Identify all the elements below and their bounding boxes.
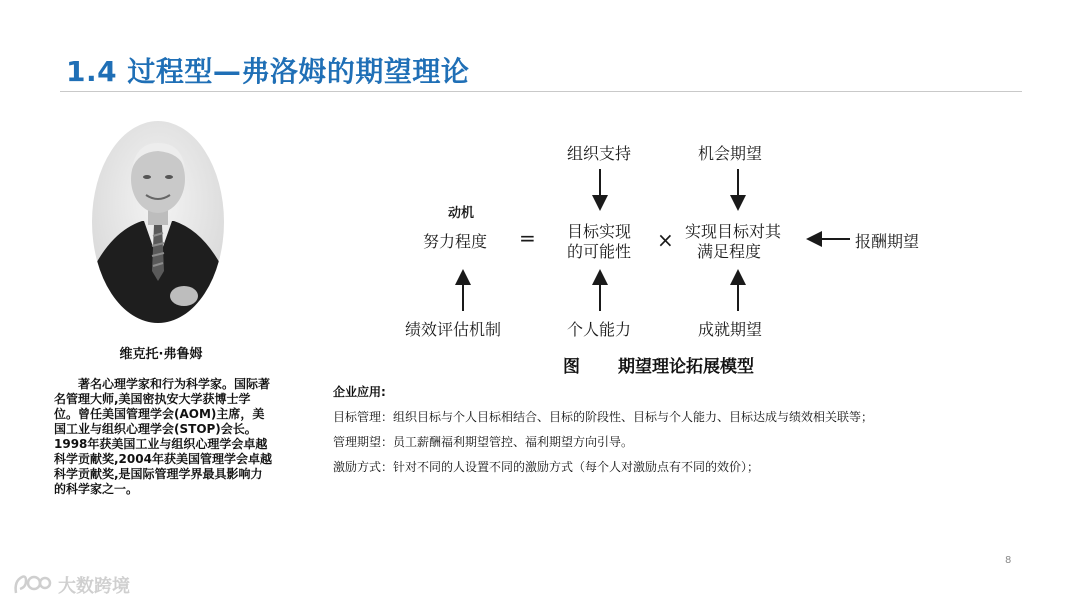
person-name: 维克托·弗鲁姆 <box>119 347 203 362</box>
person-bio: 著名心理学家和行为科学家。国际著名管理大师,美国密执安大学获博士学位。曾任美国管理学会(AOM)主席，美国工业与组织心理学会(STOP)会长。1998年获美国工业与组织心理学会卓越科学贡献奖,2004年获美国管理学会卓越科学贡献奖,是国际管理学界最具影响力的科学家之一。 <box>54 377 272 496</box>
label-satisfaction-1: 实现目标对其 <box>685 222 782 241</box>
label-effort: 努力程度 <box>423 232 488 251</box>
label-ability: 个人能力 <box>567 320 632 339</box>
enterprise-heading: 企业应用: <box>333 385 386 399</box>
label-achievement: 成就期望 <box>698 320 763 339</box>
diagram-arrows <box>395 131 955 381</box>
label-org-support: 组织支持 <box>567 144 632 163</box>
enterprise-line: 目标管理：组织目标与个人目标相结合、目标的阶段性、目标与个人能力、目标达成与绩效相关联等； <box>333 410 874 424</box>
label-opportunity: 机会期望 <box>698 144 763 163</box>
label-performance: 绩效评估机制 <box>405 320 502 339</box>
label-motivation: 动机 <box>448 206 475 221</box>
logo-icon <box>12 573 52 597</box>
watermark <box>12 572 130 598</box>
label-satisfaction-2: 满足程度 <box>697 242 762 261</box>
page-number: 8 <box>1005 555 1012 566</box>
enterprise-line: 激励方式：针对不同的人设置不同的激励方式（每个人对激励点有不同的效价）； <box>333 460 760 474</box>
label-possibility-1: 目标实现 <box>567 222 632 241</box>
equals-sign: = <box>519 226 536 250</box>
enterprise-line: 管理期望：员工薪酬福利期望管控、福利期望方向引导。 <box>333 435 634 449</box>
portrait-image <box>92 121 224 323</box>
diagram-caption: 期望理论拓展模型 <box>618 357 754 377</box>
expectancy-model-diagram <box>395 131 955 381</box>
diagram-caption-prefix: 图 <box>563 357 580 377</box>
times-sign: × <box>657 228 674 252</box>
label-reward: 报酬期望 <box>855 232 920 251</box>
slide-title: 1.4 过程型—弗洛姆的期望理论 <box>66 55 470 88</box>
label-possibility-2: 的可能性 <box>567 242 632 261</box>
watermark-text: 大数跨境 <box>58 576 130 597</box>
title-divider <box>60 91 1022 92</box>
